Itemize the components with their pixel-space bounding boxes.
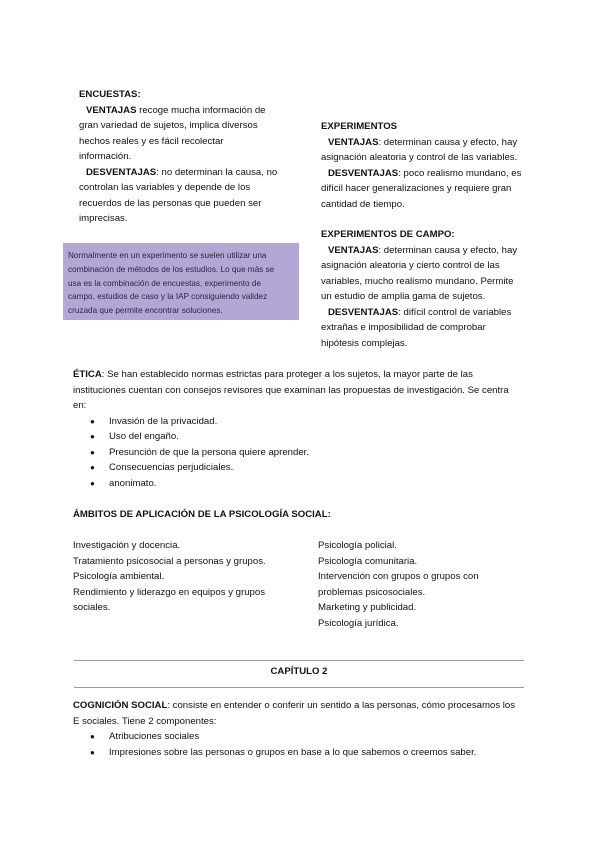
list-item: ● Presunción de que la persona quiere aprender. (73, 445, 533, 461)
experimentos-ventajas-label: VENTAJAS (328, 136, 379, 148)
note-box: Normalmente en un experimento se suelen utilizar una combinación de métodos de los estudios. Lo que más se usa es la combinación de encuestas, experimento de campo, estudios de caso y la IAP consiguiendo validez cruzada que permite encontrar soluciones. (63, 243, 299, 320)
campo-ventajas-label: VENTAJAS (328, 244, 379, 256)
encuestas-section: ENCUESTAS: VENTAJAS recoge mucha información de gran variedad de sujetos, implica diversos hechos reales y es fácil recolectar información. DESVENTAJAS: no determinan la causa, no controlan las variables y depende de los recuerdos de las personas que pueden ser imprecisas. (79, 87, 294, 227)
etica-list (73, 414, 533, 492)
list-item: ● Impresiones sobre las personas o grupos en base a lo que sabemos o creemos saber. (73, 745, 533, 761)
etica-label: ÉTICA (73, 369, 102, 380)
experimentos-heading: EXPERIMENTOS (321, 121, 398, 132)
list-item: ● Uso del engaño. (73, 429, 533, 445)
ambitos-right-column: Psicología policial. Psicología comunitaria. Intervención con grupos o grupos con problemas psicosociales. Marketing y publicidad. Psicología jurídica. (318, 540, 479, 629)
list-item: ● Invasión de la privacidad. (73, 414, 533, 430)
experimentos-campo-section: EXPERIMENTOS DE CAMPO: VENTAJAS: determinan causa y efecto, hay asignación aleatoria y cierto control de las variables, mucho realismo mundano. Permite un estudio de amplia gama de sujetos. DESVENTAJAS: difícil control de variables extrañas e imposibilidad de comprobar hipótesis complejas. (321, 227, 541, 351)
list-item: ● Consecuencias perjudiciales. (73, 460, 533, 476)
divider-bottom (74, 687, 524, 688)
ambitos-heading: ÁMBITOS DE APLICACIÓN DE LA PSICOLOGÍA SOCIAL: (73, 509, 331, 520)
divider-top (74, 660, 524, 661)
encuestas-ventajas-label: VENTAJAS (86, 104, 137, 116)
experimentos-section: EXPERIMENTOS VENTAJAS: determinan causa y efecto, hay asignación aleatoria y control de las variables. DESVENTAJAS: poco realismo mundano, es difícil hacer generalizaciones y requiere gran cantidad de tiempo. (321, 119, 541, 212)
campo-desventajas-label: DESVENTAJAS (328, 306, 399, 318)
encuestas-heading: ENCUESTAS: (79, 89, 141, 100)
encuestas-desventajas-label: DESVENTAJAS (86, 166, 157, 178)
chapter-title: CAPÍTULO 2 (270, 666, 328, 677)
ambitos-left-column: Investigación y docencia. Tratamiento psicosocial a personas y grupos. Psicología ambiental. Rendimiento y liderazgo en equipos y grupos sociales. (73, 540, 266, 613)
experimentos-desventajas-label: DESVENTAJAS (328, 167, 399, 179)
list-item: ● anonimato. (73, 476, 533, 492)
cognicion-list (73, 729, 533, 760)
experimentos-campo-heading: EXPERIMENTOS DE CAMPO: (321, 229, 455, 240)
cognicion-section: COGNICIÓN SOCIAL: consiste en entender o conferir un sentido a las personas, cómo procesamos los E sociales. Tiene 2 componentes: ● Atribuciones sociales ● Impresiones sobre las personas o grupos en base a lo que sabemos o creemos saber. (73, 698, 533, 760)
list-item: ● Atribuciones sociales (73, 729, 533, 745)
etica-section: ÉTICA: Se han establecido normas estrictas para proteger a los sujetos, la mayor parte de las instituciones cuentan con consejos revisores que examinan las propuestas de investigación. Se centra en: ● Invasión de la privacidad. ● Uso del engaño. ● Presunción de que la persona quiere aprender. ● Consecuencias perjudiciales. ● anonimato. (73, 367, 533, 491)
cognicion-label: COGNICIÓN SOCIAL (73, 700, 168, 711)
